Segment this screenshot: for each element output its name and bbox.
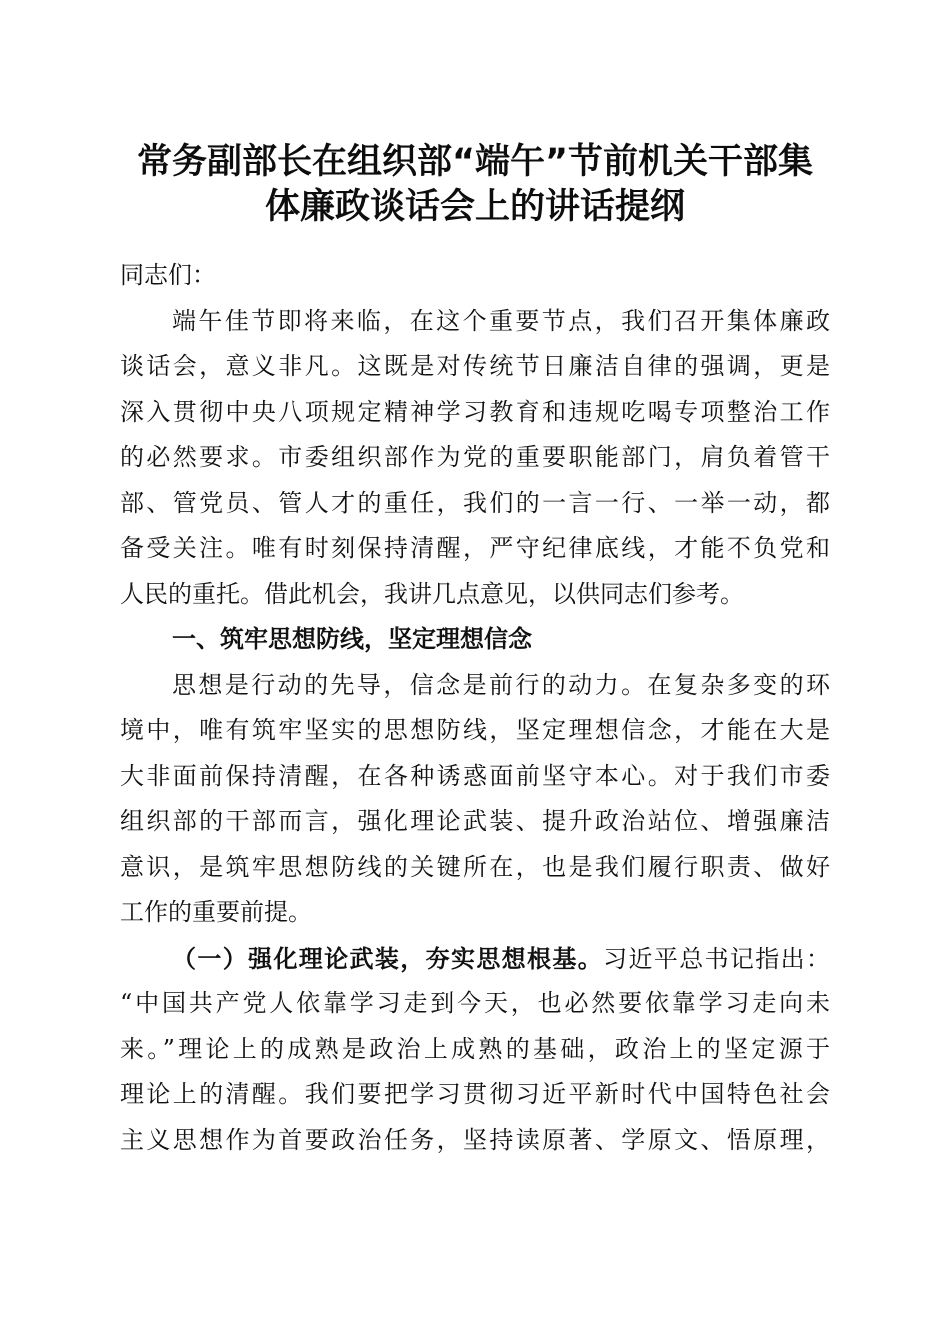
paragraph-line: “中国共产党人依靠学习走到今天，也必然要依靠学习走向未	[120, 989, 830, 1017]
paragraph-line: 深入贯彻中央八项规定精神学习教育和违规吃喝专项整治工作	[120, 397, 830, 426]
paragraph-line: 来。”理论上的成熟是政治上成熟的基础，政治上的坚定源于	[120, 1034, 830, 1063]
subsection-1-first-line	[120, 936, 830, 982]
document-body	[120, 253, 830, 1163]
section-1-paragraph	[120, 663, 830, 936]
document-title-line-2: 体廉政谈话会上的讲话提纲	[264, 187, 685, 227]
paragraph-line: 组织部的干部而言，强化理论武装、提升政治站位、增强廉洁	[120, 807, 830, 835]
subsection-1-paragraph	[120, 936, 830, 1164]
paragraph-line: 大非面前保持清醒，在各种诱惑面前坚守本心。对于我们市委	[120, 761, 830, 790]
paragraph-line: 主义思想作为首要政治任务，坚持读原著、学原文、悟原理，	[120, 1125, 830, 1154]
paragraph-line: 备受关注。唯有时刻保持清醒，严守纪律底线，才能不负党和	[120, 534, 830, 562]
paragraph-line: 工作的重要前提。	[120, 898, 312, 926]
paragraph-line: 理论上的清醒。我们要把学习贯彻习近平新时代中国特色社会	[120, 1080, 830, 1108]
intro-paragraph	[120, 299, 830, 618]
paragraph-line: 部、管党员、管人才的重任，我们的一言一行、一举一动，都	[120, 488, 830, 517]
subsection-1-text: 习近平总书记指出：	[603, 944, 831, 973]
subsection-1-heading: （一）强化理论武装，夯实思想根基。	[172, 943, 604, 973]
paragraph-line: 人民的重托。借此机会，我讲几点意见，以供同志们参考。	[120, 579, 744, 608]
paragraph-line: 谈话会，意义非凡。这既是对传统节日廉洁自律的强调，更是	[120, 352, 830, 380]
paragraph-line: 境中，唯有筑牢坚实的思想防线，坚定理想信念，才能在大是	[120, 716, 830, 744]
salutation: 同志们：	[120, 261, 216, 289]
document-title-line-1: 常务副部长在组织部“端午”节前机关干部集	[136, 142, 813, 182]
paragraph-line: 的必然要求。市委组织部作为党的重要职能部门，肩负着管干	[120, 443, 830, 471]
paragraph-line: 思想是行动的先导，信念是前行的动力。在复杂多变的环	[172, 670, 830, 699]
paragraph-line: 意识，是筑牢思想防线的关键所在，也是我们履行职责、做好	[120, 852, 830, 881]
paragraph-line: 端午佳节即将来临，在这个重要节点，我们召开集体廉政	[172, 306, 830, 335]
section-1-heading: 一、筑牢思想防线，坚定理想信念	[172, 625, 532, 653]
